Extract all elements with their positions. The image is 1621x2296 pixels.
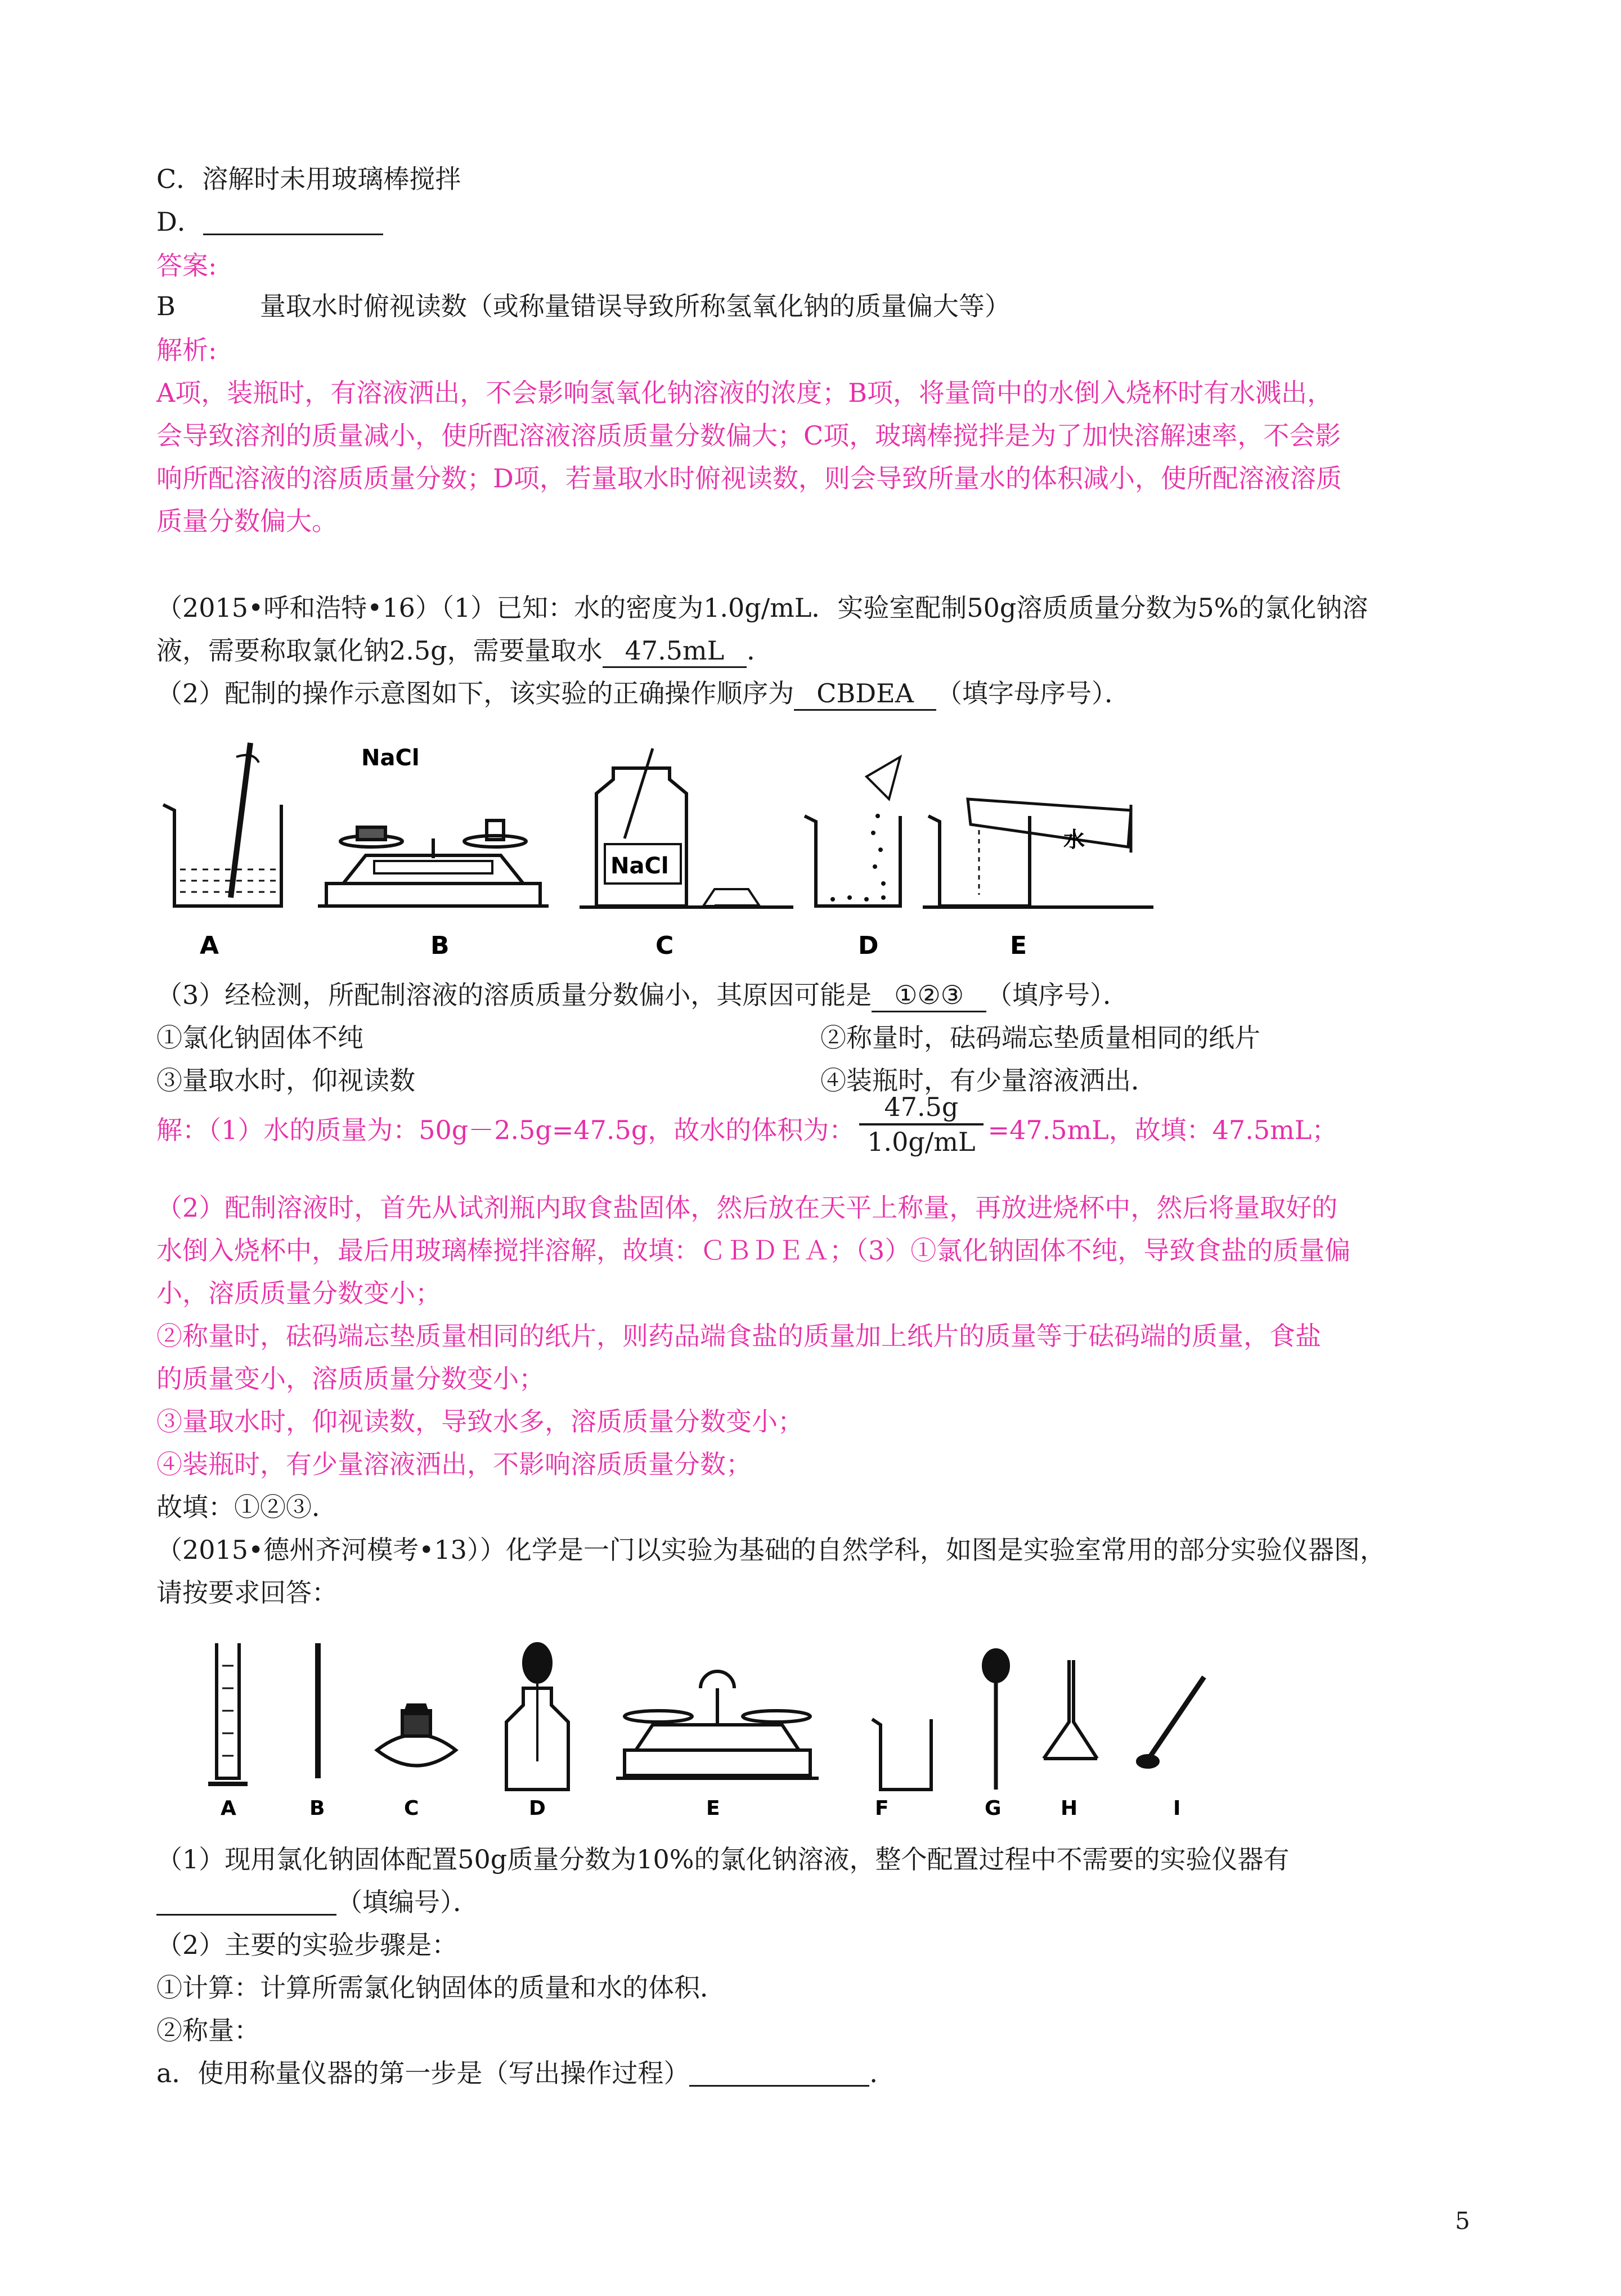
q2-line-1: （2015•德州齐河模考•13））化学是一门以实验为基础的自然学科，如图是实验室常用的部分实验仪器图，: [156, 1535, 1386, 1565]
fig1-label-d: D: [858, 931, 879, 960]
q2-line-2: 请按要求回答：: [156, 1577, 338, 1608]
fig2-label-d: D: [529, 1797, 546, 1820]
balance-figure: [318, 820, 549, 906]
q1-options-row-2: ③量取水时，仰视读数 ④装瓶时，有少量溶液洒出．: [156, 1065, 1157, 1096]
graduated-cylinder-figure: [208, 1643, 248, 1784]
fig2-label-a: A: [221, 1797, 236, 1820]
fig1-label-c: C: [655, 931, 674, 960]
dropper-figure: [984, 1650, 1008, 1790]
answer-label: 答案:: [156, 250, 217, 281]
funnel-figure: [1044, 1660, 1097, 1759]
option-d: D．: [156, 204, 383, 240]
beaker-figure-2: [872, 1719, 931, 1790]
fig2-label-c: C: [404, 1797, 419, 1820]
q2-line-4: （填编号）．: [156, 1884, 479, 1920]
q2-line-7: ②称量：: [156, 2015, 260, 2046]
beaker-pouring-solid-figure: [805, 757, 900, 906]
option-c: C．溶解时未用玻璃棒搅拌: [156, 164, 461, 194]
q1-solution-line-1: 解：（1）水的质量为：50g－2.5g=47.5g，故水的体积为： $\frac{47.5g}{1.0g/mL}$ =47.5mL，故填：47.5mL；: [156, 1092, 1338, 1157]
analysis-label: 解析:: [156, 335, 217, 365]
q1-solution-line-8: ④装瓶时，有少量溶液洒出，不影响溶质质量分数；: [156, 1449, 752, 1479]
page-number: 5: [1455, 2207, 1470, 2235]
volume-fraction: $\frac{47.5g}{1.0g/mL}$: [859, 1091, 983, 1158]
nacl-label-c: NaCl: [610, 853, 669, 879]
q2-blank-weighing: [689, 2057, 869, 2087]
q2-blank-instruments: [156, 1886, 336, 1916]
q1-line-2: 液，需要称取氯化钠2.5g，需要量取水 47.5mL ．: [156, 633, 773, 669]
q1-options-row-1: ①氯化钠固体不纯 ②称量时，砝码端忘垫质量相同的纸片: [156, 1023, 1260, 1053]
fig1-label-b: B: [430, 931, 450, 960]
answer-text: B 量取水时俯视读数（或称量错误导致所称氢氧化钠的质量偏大等）: [156, 291, 1011, 321]
fig2-label-b: B: [309, 1797, 325, 1820]
q1-blank-reason: ①②③: [872, 979, 986, 1012]
fig2-label-i: I: [1173, 1797, 1181, 1820]
q1-line-3: （2）配制的操作示意图如下，该实验的正确操作顺序为 CBDEA （填字母序号）．: [156, 675, 1130, 711]
analysis-line-2: 会导致溶剂的质量减小，使所配溶液溶质质量分数偏大；C项，玻璃棒搅拌是为了加快溶解速率，不会影: [156, 420, 1341, 451]
q1-blank-order: CBDEA: [794, 678, 936, 711]
q1-line-4: （3）经检测，所配制溶液的溶质质量分数偏小，其原因可能是 ①②③ （填序号）．: [156, 977, 1129, 1013]
fig2-label-f: F: [875, 1797, 889, 1820]
fig2-label-h: H: [1061, 1797, 1078, 1820]
fig1-label-a: A: [200, 931, 219, 960]
q2-line-6: ①计算：计算所需氯化钠固体的质量和水的体积．: [156, 1972, 726, 2003]
q1-line-1: （2015•呼和浩特•16）（1）已知：水的密度为1.0g/mL．实验室配制50g溶质质量分数为5%的氯化钠溶: [156, 593, 1368, 623]
fig2-label-e: E: [706, 1797, 720, 1820]
q1-solution-line-5: ②称量时，砝码端忘垫质量相同的纸片，则药品端食盐的质量加上纸片的质量等于砝码端的质量，食盐: [156, 1321, 1321, 1351]
option-d-blank: [203, 205, 383, 235]
q1-blank-water: 47.5mL: [603, 635, 747, 668]
q1-solution-line-9: 故填：①②③．: [156, 1492, 338, 1522]
q2-line-3: （1）现用氯化钠固体配置50g质量分数为10%的氯化钠溶液，整个配置过程中不需要的实验仪器有: [156, 1844, 1290, 1875]
q1-solution-line-4: 小，溶质质量分数变小；: [156, 1278, 441, 1308]
q2-instruments-figure: [191, 1621, 1260, 1829]
nacl-label-b: NaCl: [361, 745, 420, 771]
q1-procedure-figure: [152, 726, 1176, 962]
q2-line-8: a．使用称量仪器的第一步是（写出操作过程） ．: [156, 2058, 896, 2088]
fig1-label-e: E: [1010, 931, 1027, 960]
q1-solution-line-3: 水倒入烧杯中，最后用玻璃棒搅拌溶解，故填：ＣＢＤＥＡ；（3）①氯化钠固体不纯，导致食盐的质量偏: [156, 1235, 1351, 1266]
fig2-label-g: G: [985, 1797, 1002, 1820]
analysis-line-3: 响所配溶液的溶质质量分数；D项，若量取水时俯视读数，则会导致所量水的体积减小，使所配溶液溶质: [156, 463, 1342, 494]
spatula-figure: [1138, 1677, 1204, 1767]
analysis-line-1: A项，装瓶时，有溶液洒出，不会影响氢氧化钠溶液的浓度；B项，将量筒中的水倒入烧杯时有水溅出，: [156, 378, 1333, 408]
q1-solution-line-7: ③量取水时，仰视读数，导致水多，溶质质量分数变小；: [156, 1406, 803, 1437]
reagent-bottle-figure: [580, 748, 793, 907]
alcohol-lamp-figure: [377, 1705, 456, 1766]
balance-figure-2: [616, 1671, 819, 1778]
q2-line-5: （2）主要的实验步骤是：: [156, 1930, 458, 1960]
q1-solution-line-6: 的质量变小，溶质质量分数变小；: [156, 1364, 545, 1394]
q1-solution-line-2: （2）配制溶液时，首先从试剂瓶内取食盐固体，然后放在天平上称量，再放进烧杯中，然后将量取好的: [156, 1192, 1338, 1223]
pouring-water-figure: [923, 799, 1153, 907]
analysis-line-4: 质量分数偏大。: [156, 506, 338, 536]
water-label: 水: [1063, 827, 1085, 852]
beaker-with-rod-figure: [163, 743, 281, 906]
dropper-bottle-figure: [506, 1644, 568, 1790]
